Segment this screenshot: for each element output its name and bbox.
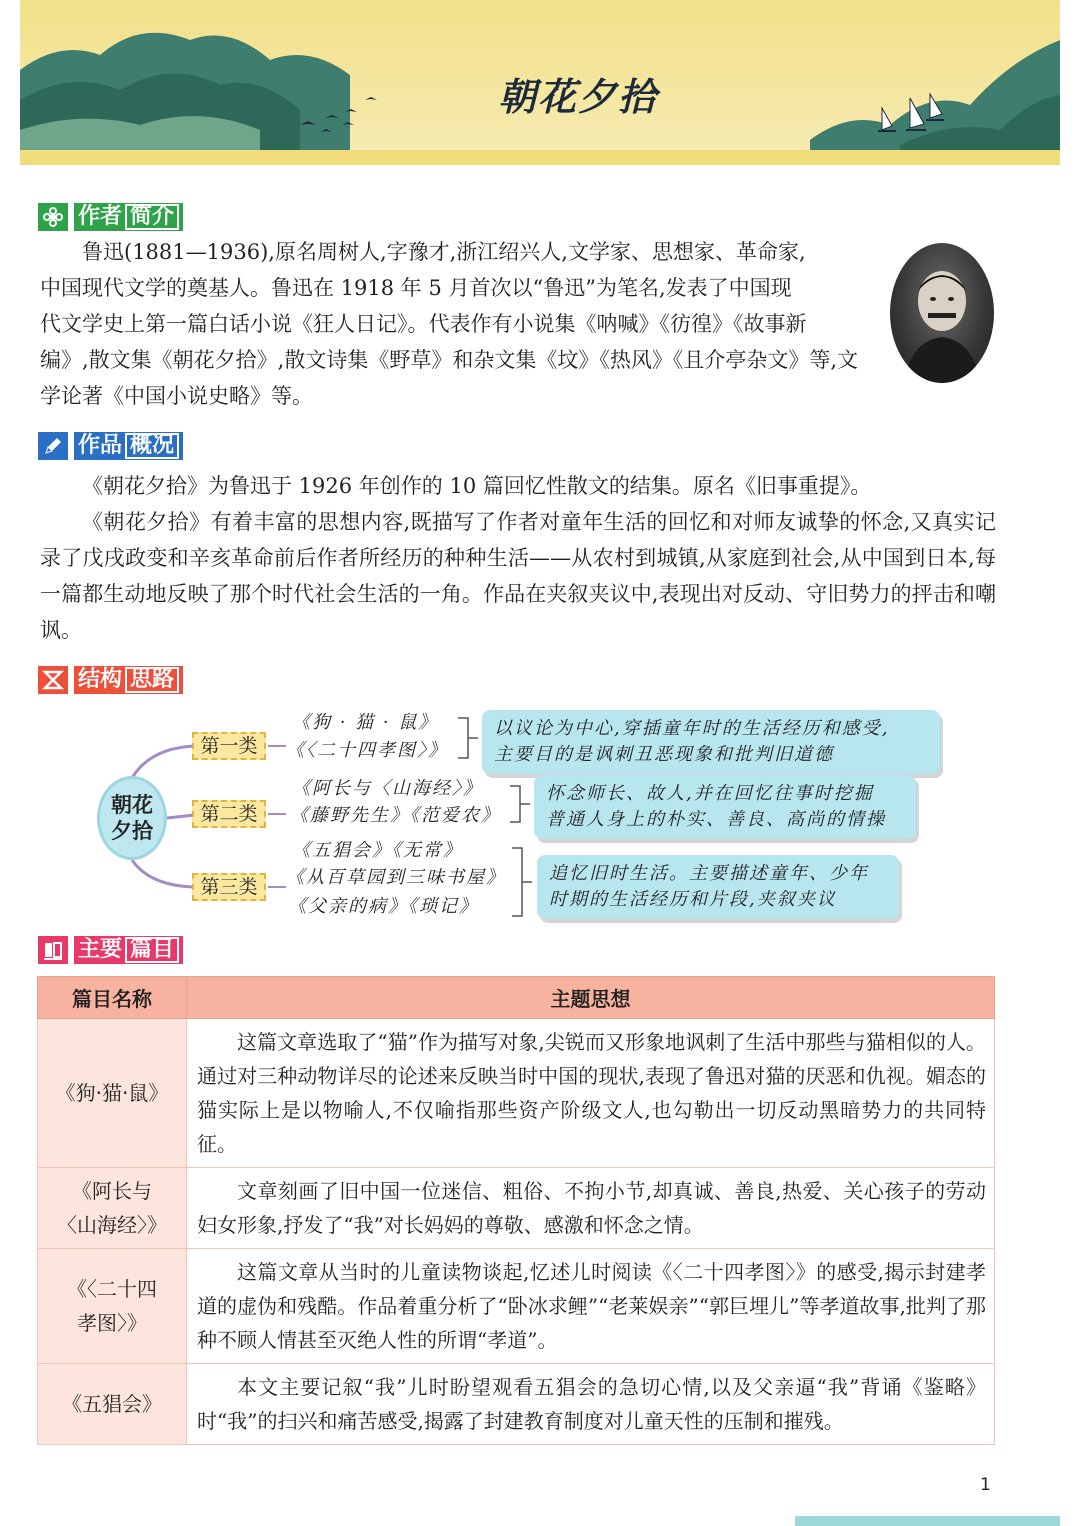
author-portrait [890,243,994,383]
footer-bar [795,1516,1060,1526]
chapter-name: 《狗·猫·鼠》 [38,1019,187,1168]
mindmap-title: 《〈二十四孝图〉》 [286,740,448,761]
chapter-theme: 本文主要记叙“我”儿时盼望观看五猖会的急切心情,以及父亲逼“我”背诵《鉴略》时“我”的扫兴和痛苦感受,揭露了封建教育制度对儿童天性的压制和摧残。 [187,1364,995,1445]
table-row [38,1364,995,1445]
page-number: 1 [980,1475,991,1495]
mindmap-title: 《五猖会》《无常》 [292,840,463,861]
title-banner [20,0,1060,165]
mindmap-title: 《父亲的病》《琐记》 [288,896,479,917]
mindmap-title: 《从百草园到三味书屋》 [286,867,506,888]
column-header: 主题思想 [187,977,995,1019]
pencil-icon [38,432,68,460]
section-author-label: 作者 简介 [74,203,183,231]
chapter-theme: 文章刻画了旧中国一位迷信、粗俗、不拘小节,却真诚、善良,热爱、关心孩子的劳动妇女形象,抒发了“我”对长妈妈的尊敬、感激和怀念之情。 [187,1168,995,1249]
chapter-name: 《阿长与 〈山海经〉》 [38,1168,187,1249]
page-title: 朝花夕拾 [498,75,659,119]
chapter-theme: 这篇文章从当时的儿童读物谈起,忆述儿时阅读《〈二十四孝图〉》的感受,揭示封建孝道的虚伪和残酷。作品着重分析了“卧冰求鲤”“老莱娱亲”“郭巨埋儿”等孝道故事,批判了那种不顾人情甚至灭绝人性的所谓“孝道”。 [187,1249,995,1364]
mindmap-category-3: 第三类 [192,873,266,901]
mindmap-title: 《藤野先生》《范爱农》 [290,805,501,826]
mindmap-summary-3: 追忆旧时生活。主要描述童年、少年 时期的生活经历和片段,夹叙夹议 [537,855,899,919]
chapter-name: 《五猖会》 [38,1364,187,1445]
table-row [38,1019,995,1168]
structure-icon [38,666,68,694]
author-bio: 鲁迅(1881—1936),原名周树人,字豫才,浙江绍兴人,文学家、思想家、革命家, 中国现代文学的奠基人。鲁迅在 1918 年 5 月首次以“鲁迅”为笔名,发表了中国现 代文学史上第一篇白话小说《狂人日记》。代表作有小说集《呐喊》《彷徨》《故事新 编》,散文集《朝花夕拾》,散文诗集《野草》和杂文集《坟》《热风》《且介亭杂文》等,文 学论著《中国小说史略》等。 [40,240,859,408]
table-header-row [38,977,995,1019]
section-structure-header [38,665,183,695]
column-header: 篇目名称 [38,977,187,1019]
section-chapters-header [38,935,183,965]
work-overview: 《朝花夕拾》为鲁迅于 1926 年创作的 10 篇回忆性散文的结集。原名《旧事重提》。 《朝花夕拾》有着丰富的思想内容,既描写了作者对童年生活的回忆和对师友诚挚的怀念,又真实记录了戊戌政变和辛亥革命前后作者所经历的种种生活——从农村到城镇,从家庭到社会,从中国到日本,每一篇都生动地反映了那个时代社会生活的一角。作品在夹叙夹议中,表现出对反动、守旧势力的抨击和嘲讽。 [40,474,996,642]
chapter-theme: 这篇文章选取了“猫”作为描写对象,尖锐而又形象地讽刺了生活中那些与猫相似的人。通过对三种动物详尽的论述来反映当时中国的现状,表现了鲁迅对猫的厌恶和仇视。媚态的猫实际上是以物喻人,不仅喻指那些资产阶级文人,也勾勒出一切反动黑暗势力的共同特征。 [187,1019,995,1168]
mindmap-title: 《阿长与〈山海经〉》 [292,778,483,799]
chapter-name: 《〈二十四 孝图〉》 [38,1249,187,1364]
table-row [38,1249,995,1364]
section-work-header [38,431,183,461]
mindmap-category-2: 第二类 [192,800,266,828]
flower-icon [38,203,68,231]
chapters-table [37,976,995,1445]
mindmap-summary-1: 以议论为中心,穿插童年时的生活经历和感受, 主要目的是讽刺丑恶现象和批判旧道德 [482,710,940,774]
mindmap-center: 朝花 夕拾 [97,776,167,860]
section-chapters-label: 主要 篇目 [74,936,183,964]
section-author-header [38,202,183,232]
table-row [38,1168,995,1249]
section-structure-label: 结构 思路 [74,666,183,694]
book-icon [38,936,68,964]
mindmap-title: 《狗 · 猫 · 鼠》 [292,712,439,733]
mindmap-category-1: 第一类 [192,732,266,760]
mindmap-summary-2: 怀念师长、故人,并在回忆往事时挖掘 普通人身上的朴实、善良、高尚的情操 [534,775,916,839]
section-work-label: 作品 概况 [74,432,183,460]
